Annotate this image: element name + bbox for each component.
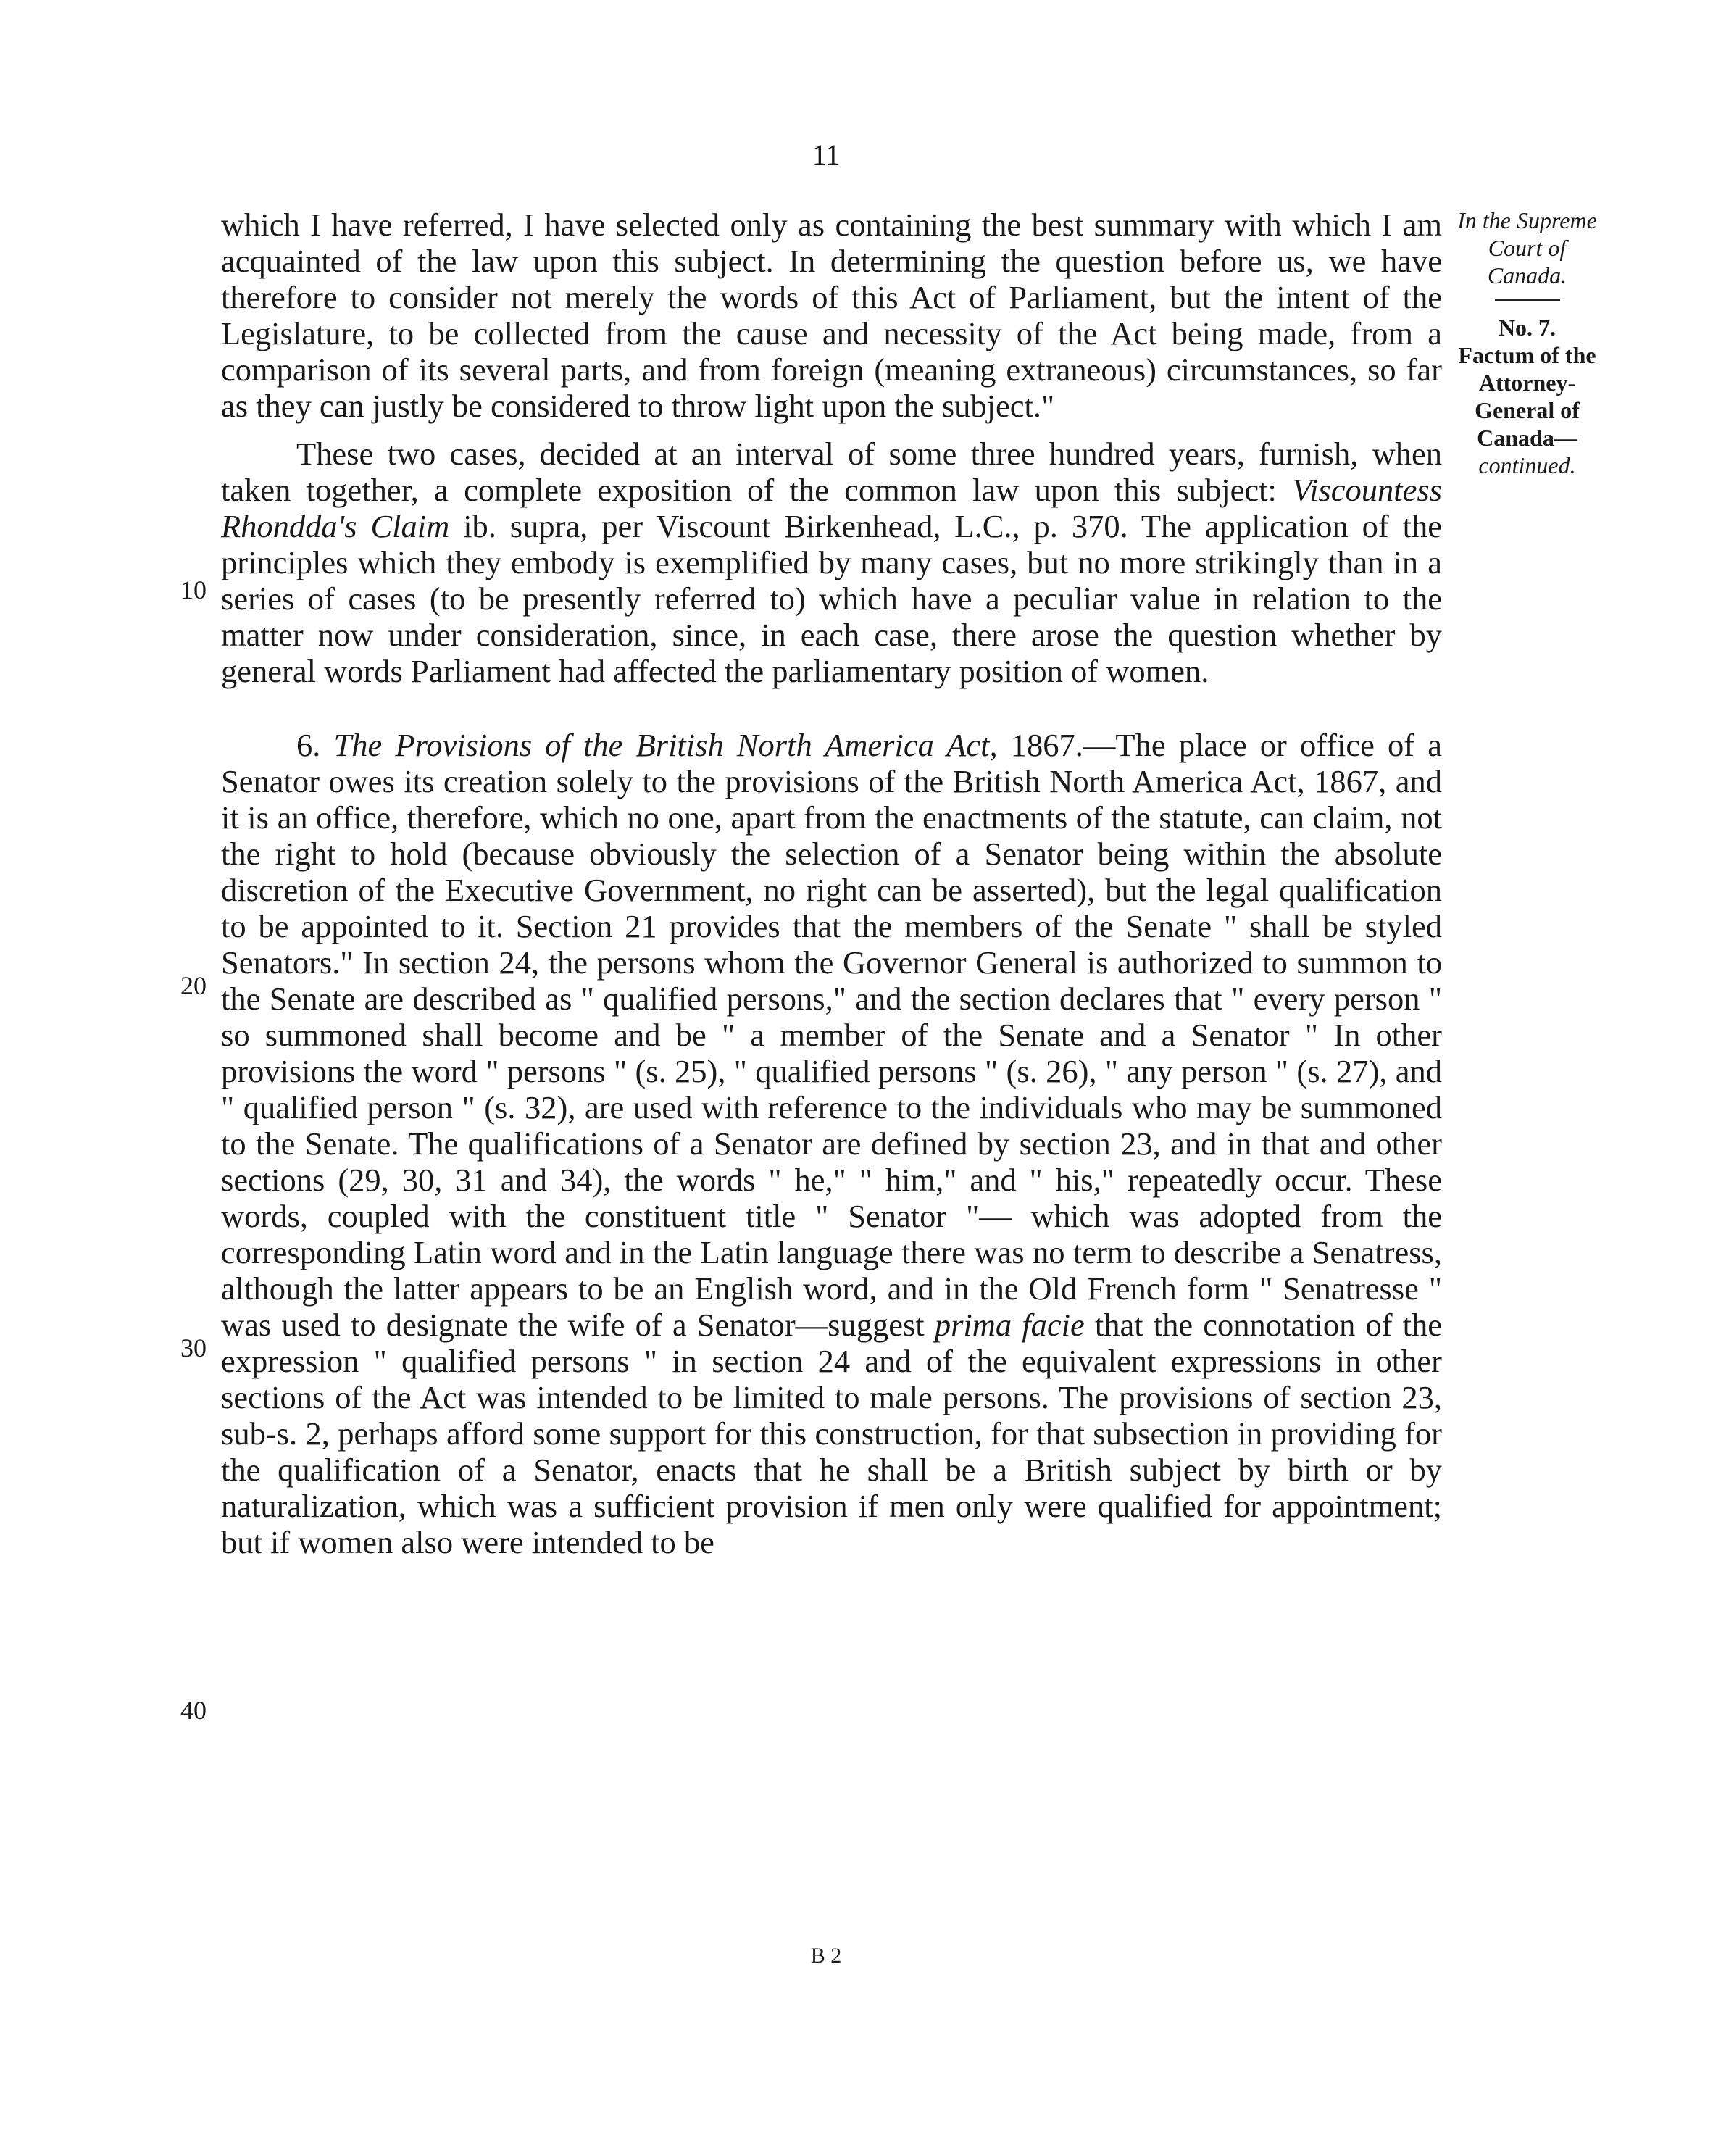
page-number: 11 [812,138,841,171]
section-heading: The Provisions of the British North America Act, [333,727,998,763]
margin-court: In the Supreme Court of Canada. [1457,207,1597,288]
paragraph-two-cases-text-b: ib. supra, per Viscount Birkenhead, L.C., p. 370. The application of the principles which they embody is exemplified by many cases, but no more strikingly than in a series of cases (to be presently referred to) which have a peculiar value in relation to the matter now under consideration, since, in each case, there arose the question whether by general words Parliament had affected the parliamentary position of women. [221,508,1443,689]
case-citation: Viscountess Rhondda's Claim [221,472,1442,544]
section-number: 6. [296,727,321,763]
margin-continued: continued. [1478,452,1576,478]
paragraph-quote-end: which I have referred, I have selected only as containing the best summary with which I am acquainted of the law upon this subject. In determining the question before us, we have therefore to consider not merely the words of this Act of Parliament, but the intent of the Legislature, to be collected from the cause and necessity of the Act being made, from a comparison of its several parts, and from foreign (meaning extraneous) circumstances, so far as they can justly be considered to throw light upon the subject." [221,207,1442,424]
main-text [221,207,1442,1560]
line-number-30: 30 [180,1333,207,1362]
margin-factum: Factum of the Attorney-General of Canada— [1458,342,1596,451]
section-text-a: —The place or office of a Senator owes its creation solely to the provisions of the British North America Act, 1867, and it is an office, therefore, which no one, apart from the enactments of the statute, can claim, not the right to hold (because obviously the selection of a Senator being within the absolute discretion of the Executive Government, no right can be asserted), but the legal qualification to be appointed to it. Section 21 provides that the members of the Senate " shall be styled Senators." In section 24, the persons whom the Governor General is authorized to summon to the Senate are described as " qualified persons," and the section declares that " every person " so summoned shall become and be " a member of the Senate and a Senator " In other provisions the word " persons " (s. 25), " qualified persons " (s. 26), " any person " (s. 27), and " qualified person " (s. 32), are used with reference to the individuals who may be summoned to the Senate. The qualifications of a Senator are defined by section 23, and in that and other sections (29, 30, 31 and 34), the words " he," " him," and " his," repeatedly occur. These words, coupled with the constituent title " Senator "— which was adopted from the corresponding Latin word and in the Latin language there was no term to describe a Senatress, although the latter appears to be an English word, and in the Old French form " Senatresse " was used to designate the wife of a Senator—suggest [221,727,1443,1343]
line-number-40: 40 [180,1696,207,1725]
paragraph-section-6 [221,727,1442,1560]
line-number-20: 20 [180,971,207,1000]
paragraph-two-cases [221,436,1442,689]
line-number-10: 10 [180,575,207,604]
paragraph-two-cases-text-a: These two cases, decided at an interval of some three hundred years, furnish, when taken together, a complete exposition of the common law upon this subject: [221,436,1442,508]
printer-signature: B 2 [810,1944,842,1968]
latin-phrase: prima facie [934,1307,1085,1343]
section-year: 1867. [1010,727,1083,763]
margin-document-number: No. 7. [1498,315,1556,341]
margin-rule [1495,299,1560,301]
section-text-b: that the connotation of the expression " qualified persons " in section 24 and of the equivalent expressions in other sections of the Act was intended to be limited to male persons. The provisions of section 23, sub-s. 2, perhaps afford some support for this construction, for that subsection in providing for the qualification of a Senator, enacts that he shall be a British subject by birth or by naturalization, which was a sufficient provision if men only were qualified for appointment; but if women also were intended to be [221,1307,1443,1560]
margin-note [1453,207,1601,479]
